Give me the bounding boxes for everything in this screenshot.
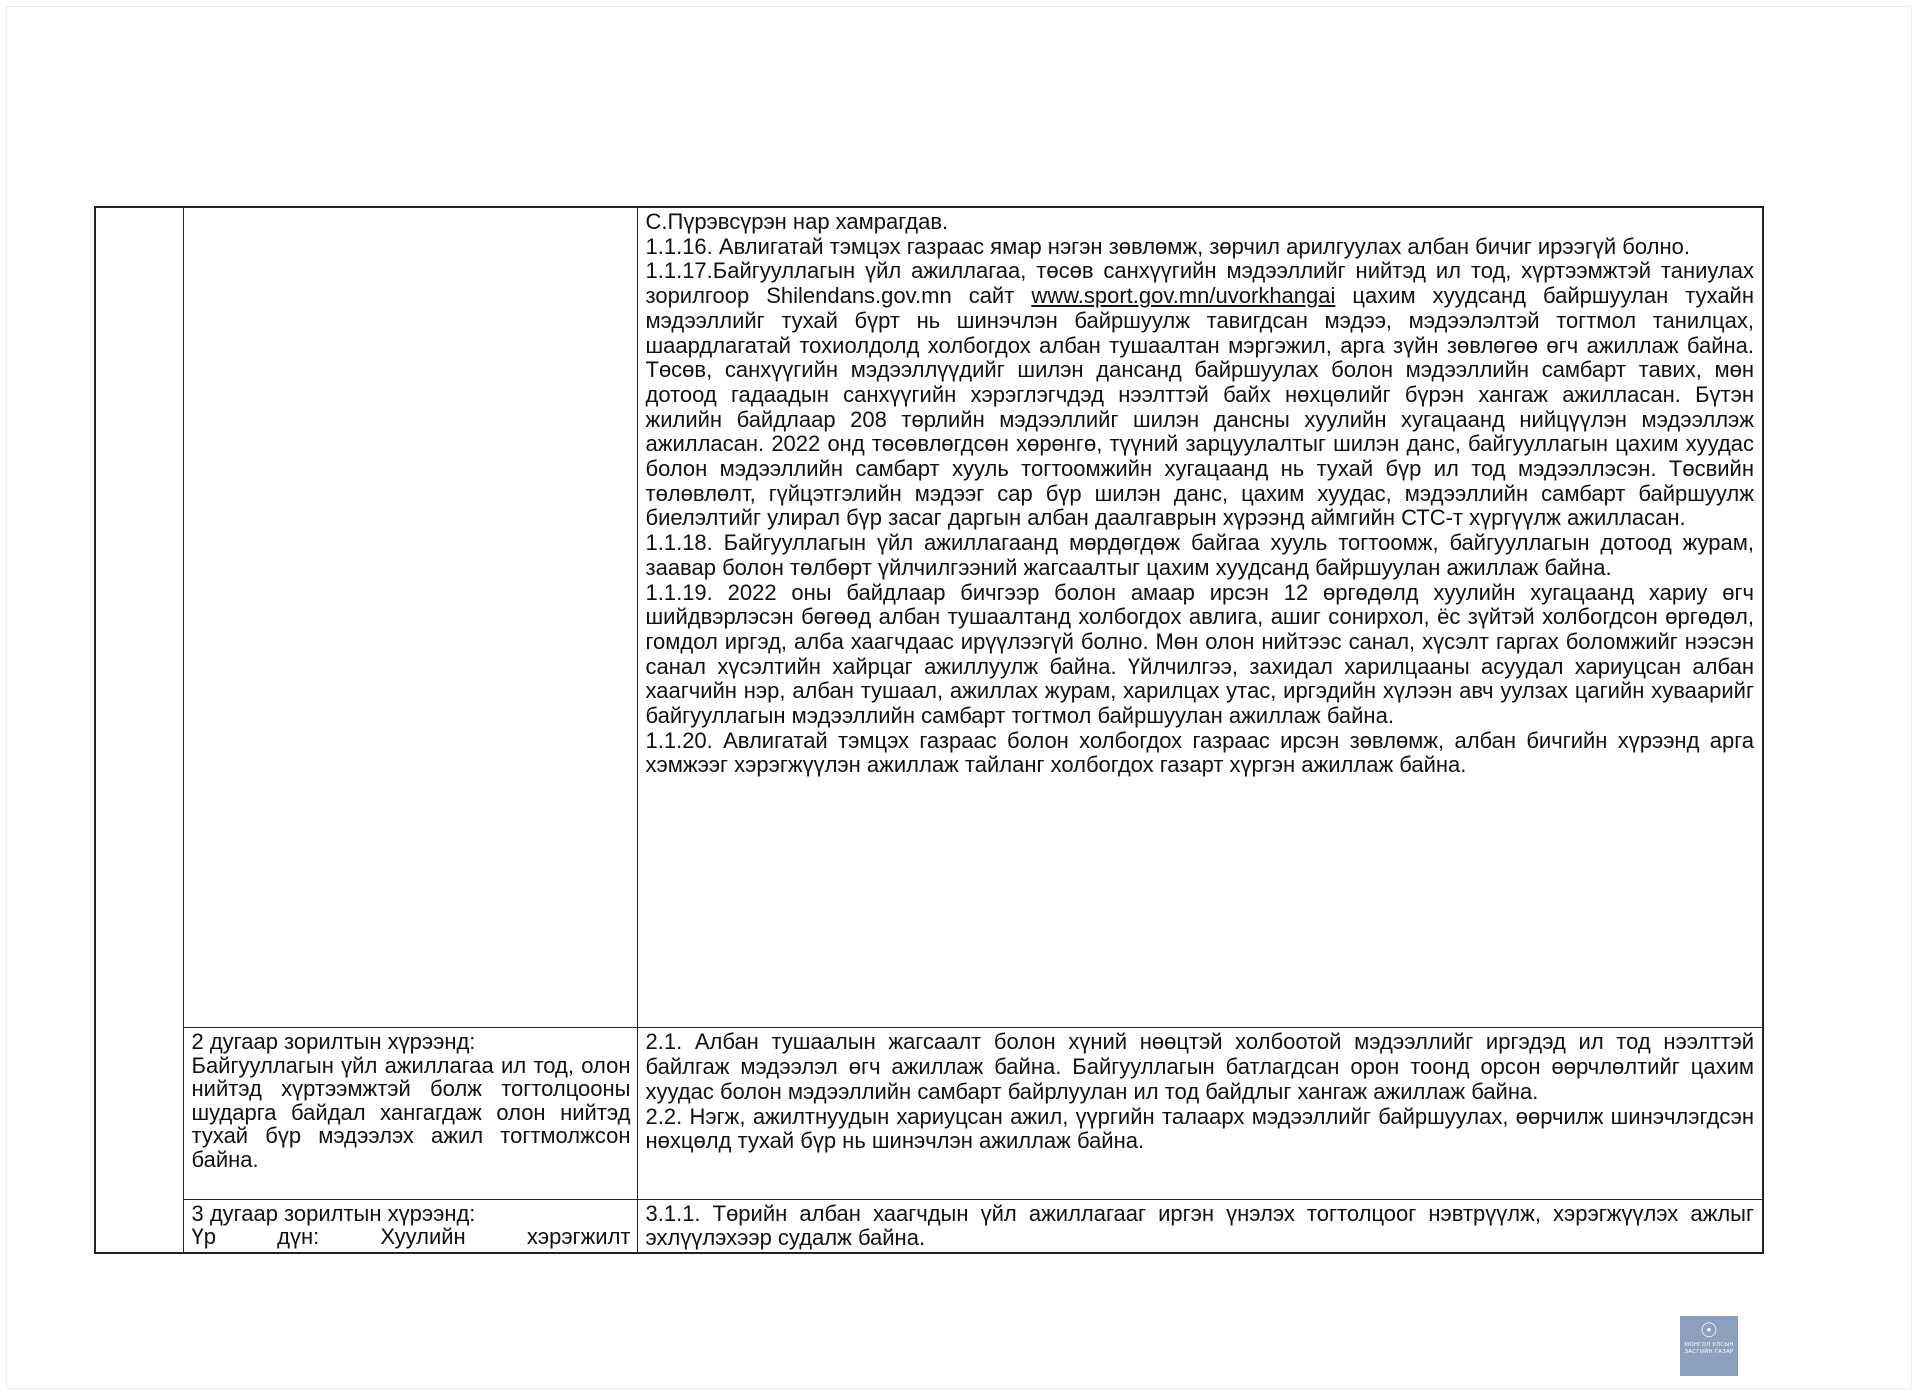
paragraph: 1.1.19. 2022 оны байдлаар бичгээр болон амаар ирсэн 12 өргөдөлд хуулийн хугацаанд хариу өгч шийдвэрлэсэн бөгөөд албан тушаалтанд холбогдох авлига, ашиг сонирхол, ёс зүйтэй холбогдсон өргөдөл, гомдол иргэд, албa хаагчдаас ирүүлээгүй болно. Мөн олон нийтээс санал, хүсэлт гаргах боломжийг нээсэн санал хүсэлтийн хайрцаг ажиллуулж байна. Үйлчилгээ, захидал харилцааны асуудал хариуцсан албан хаагчийн нэр, албан тушаал, ажиллах журам, харилцах утас, иргэдийн хүлээн авч уулзах цагийн хуваарийг байгууллагын мэдээллийн самбарт тогтмол байршуулан ажиллаж байна. [645, 579, 1754, 729]
goal-description: Үр дүн: Хуулийн хэрэгжилт [191, 1224, 631, 1250]
activity-cell [637, 1199, 1763, 1253]
table-row [95, 1028, 1763, 1199]
goal-heading: 3 дугаар зорилтын хүрээнд: [191, 1200, 476, 1226]
government-seal [1680, 1316, 1738, 1376]
paragraph-text: цахим хуудсанд байршуулан тухайн мэдээллийг тухай бүрт нь шинэчлэн байршуулж тавигдсан мэдээ, мэдээлэлтэй тогтмол танилцах, шаардлагатай тохиолдолд холбогдох албан тушаалтан мэргэжил, арга зүйн зөвлөгөө өгч ажиллаж байна. Төсөв, санхүүгийн мэдээллүүдийг шилэн дансанд байршуулах болон мэдээллийн самбарт тавих, мөн дотоод гадаадын санхүүгийн хэрэглэгчдэд нээлттэй байх нөхцөлийг бүрэн хангаж ажилласан. Бүтэн жилийн байдлаар 208 төрлийн мэдээллийг шилэн дансны хуулийн хугацаанд нийцүүлэн мэдээллэж ажилласан. 2022 онд төсөвлөгдсөн хөрөнгө, түүний зарцуулалтыг шилэн данс, байгууллагын цахим хуудас болон мэдээллийн самбарт хууль тогтоомжийн хугацаанд нь тухай бүр ил тод мэдээллэсэн. Төсвийн төлөвлөлт, гүйцэтгэлийн мэдээг сар бүр шилэн данс, цахим хуудас, мэдээллийн самбарт байршуулж биелэлтийг улирал бүр засаг даргын албан даалгаврын хүрээнд аймгийн СТС-т хүргүүлж ажилласан. [645, 283, 1755, 531]
number-cell [95, 207, 183, 1253]
seal-line: ЗАСГИЙН ГАЗАР [1684, 1348, 1734, 1355]
paragraph: 2.2. Нэгж, ажилтнуудын хариуцсан ажил, үүргийн талаарх мэдээллийг байршуулах, өөрчилж шинэчлэгдсэн нөхцөлд тухай бүр нь шинэчлэн ажиллаж байна. [645, 1103, 1754, 1154]
paragraph: С.Пүрэвсүрэн нар хамрагдав. [645, 209, 949, 234]
report-table [94, 206, 1764, 1254]
activity-cell [637, 1028, 1763, 1199]
activity-cell [637, 207, 1763, 1028]
website-link[interactable]: www.sport.gov.mn/uvorkhangai [1031, 283, 1336, 309]
goal-heading: 2 дугаар зорилтын хүрээнд: [191, 1029, 476, 1055]
paragraph [646, 259, 1755, 531]
goal-cell [183, 1028, 637, 1199]
soyombo-emblem-icon: ☉ [1700, 1320, 1718, 1342]
paragraph: 1.1.16. Авлигатай тэмцэх газраас ямар нэгэн зөвлөмж, зөрчил арилгуулах албан бичиг ирээгүй болно. [645, 233, 1690, 259]
paragraph: 1.1.18. Байгууллагын үйл ажиллагаанд мөрдөгдөж байгаа хууль тогтоомж, байгууллагын дотоод журам, заавар болон төлбөрт үйлчилгээний жагсаалтыг цахим хуудсанд байршуулан ажиллаж байна. [645, 530, 1754, 580]
paragraph: 2.1. Албан тушаалын жагсаалт болон хүний нөөцтэй холбоотой мэдээллийг иргэдэд ил тод нээлттэй байлгаж мэдээлэл өгч ажиллаж байна. Байгууллагын батлагдсан орон тоонд орсон өөрчлөлтийг цахим хуудас болон мэдээллийн самбарт байрлуулан ил тод байдлыг хангаж ажиллаж байна. [645, 1029, 1754, 1104]
paragraph-text: 1.1.17.Байгууллагын үйл ажиллагаа, төсөв санхүүгийн мэдээллийг нийтэд ил тод, хүртээмжтэй таниулах зорилгоор Shilendans.gov.mn сайт [645, 258, 1754, 309]
table-row [95, 1199, 1763, 1253]
seal-line: МОНГОЛ УЛСЫН [1684, 1342, 1734, 1348]
goal-cell [183, 207, 637, 1028]
goal-description: Байгууллагын үйл ажиллагаа ил тод, олон нийтэд хүртээмжтэй болж тогтолцооны шударга байдал хангагдаж олон нийтэд тухай бүр мэдээлэх ажил тогтмолжсон байна. [191, 1052, 631, 1172]
table-row [95, 207, 1763, 1028]
paragraph: 1.1.20. Авлигатай тэмцэх газраас болон холбогдох газраас ирсэн зөвлөмж, албан бичгийн хүрээнд арга хэмжээг хэрэгжүүлэн ажиллаж тайланг холбогдох газарт хүргэн ажиллаж байна. [645, 727, 1754, 778]
paragraph: 3.1.1. Төрийн албан хаагчдын үйл ажиллагааг иргэн үнэлэх тогтолцоог нэвтрүүлж, хэрэгжүүлэх ажлыг эхлүүлэхээр судалж байна. [645, 1200, 1754, 1251]
goal-cell [183, 1199, 637, 1253]
